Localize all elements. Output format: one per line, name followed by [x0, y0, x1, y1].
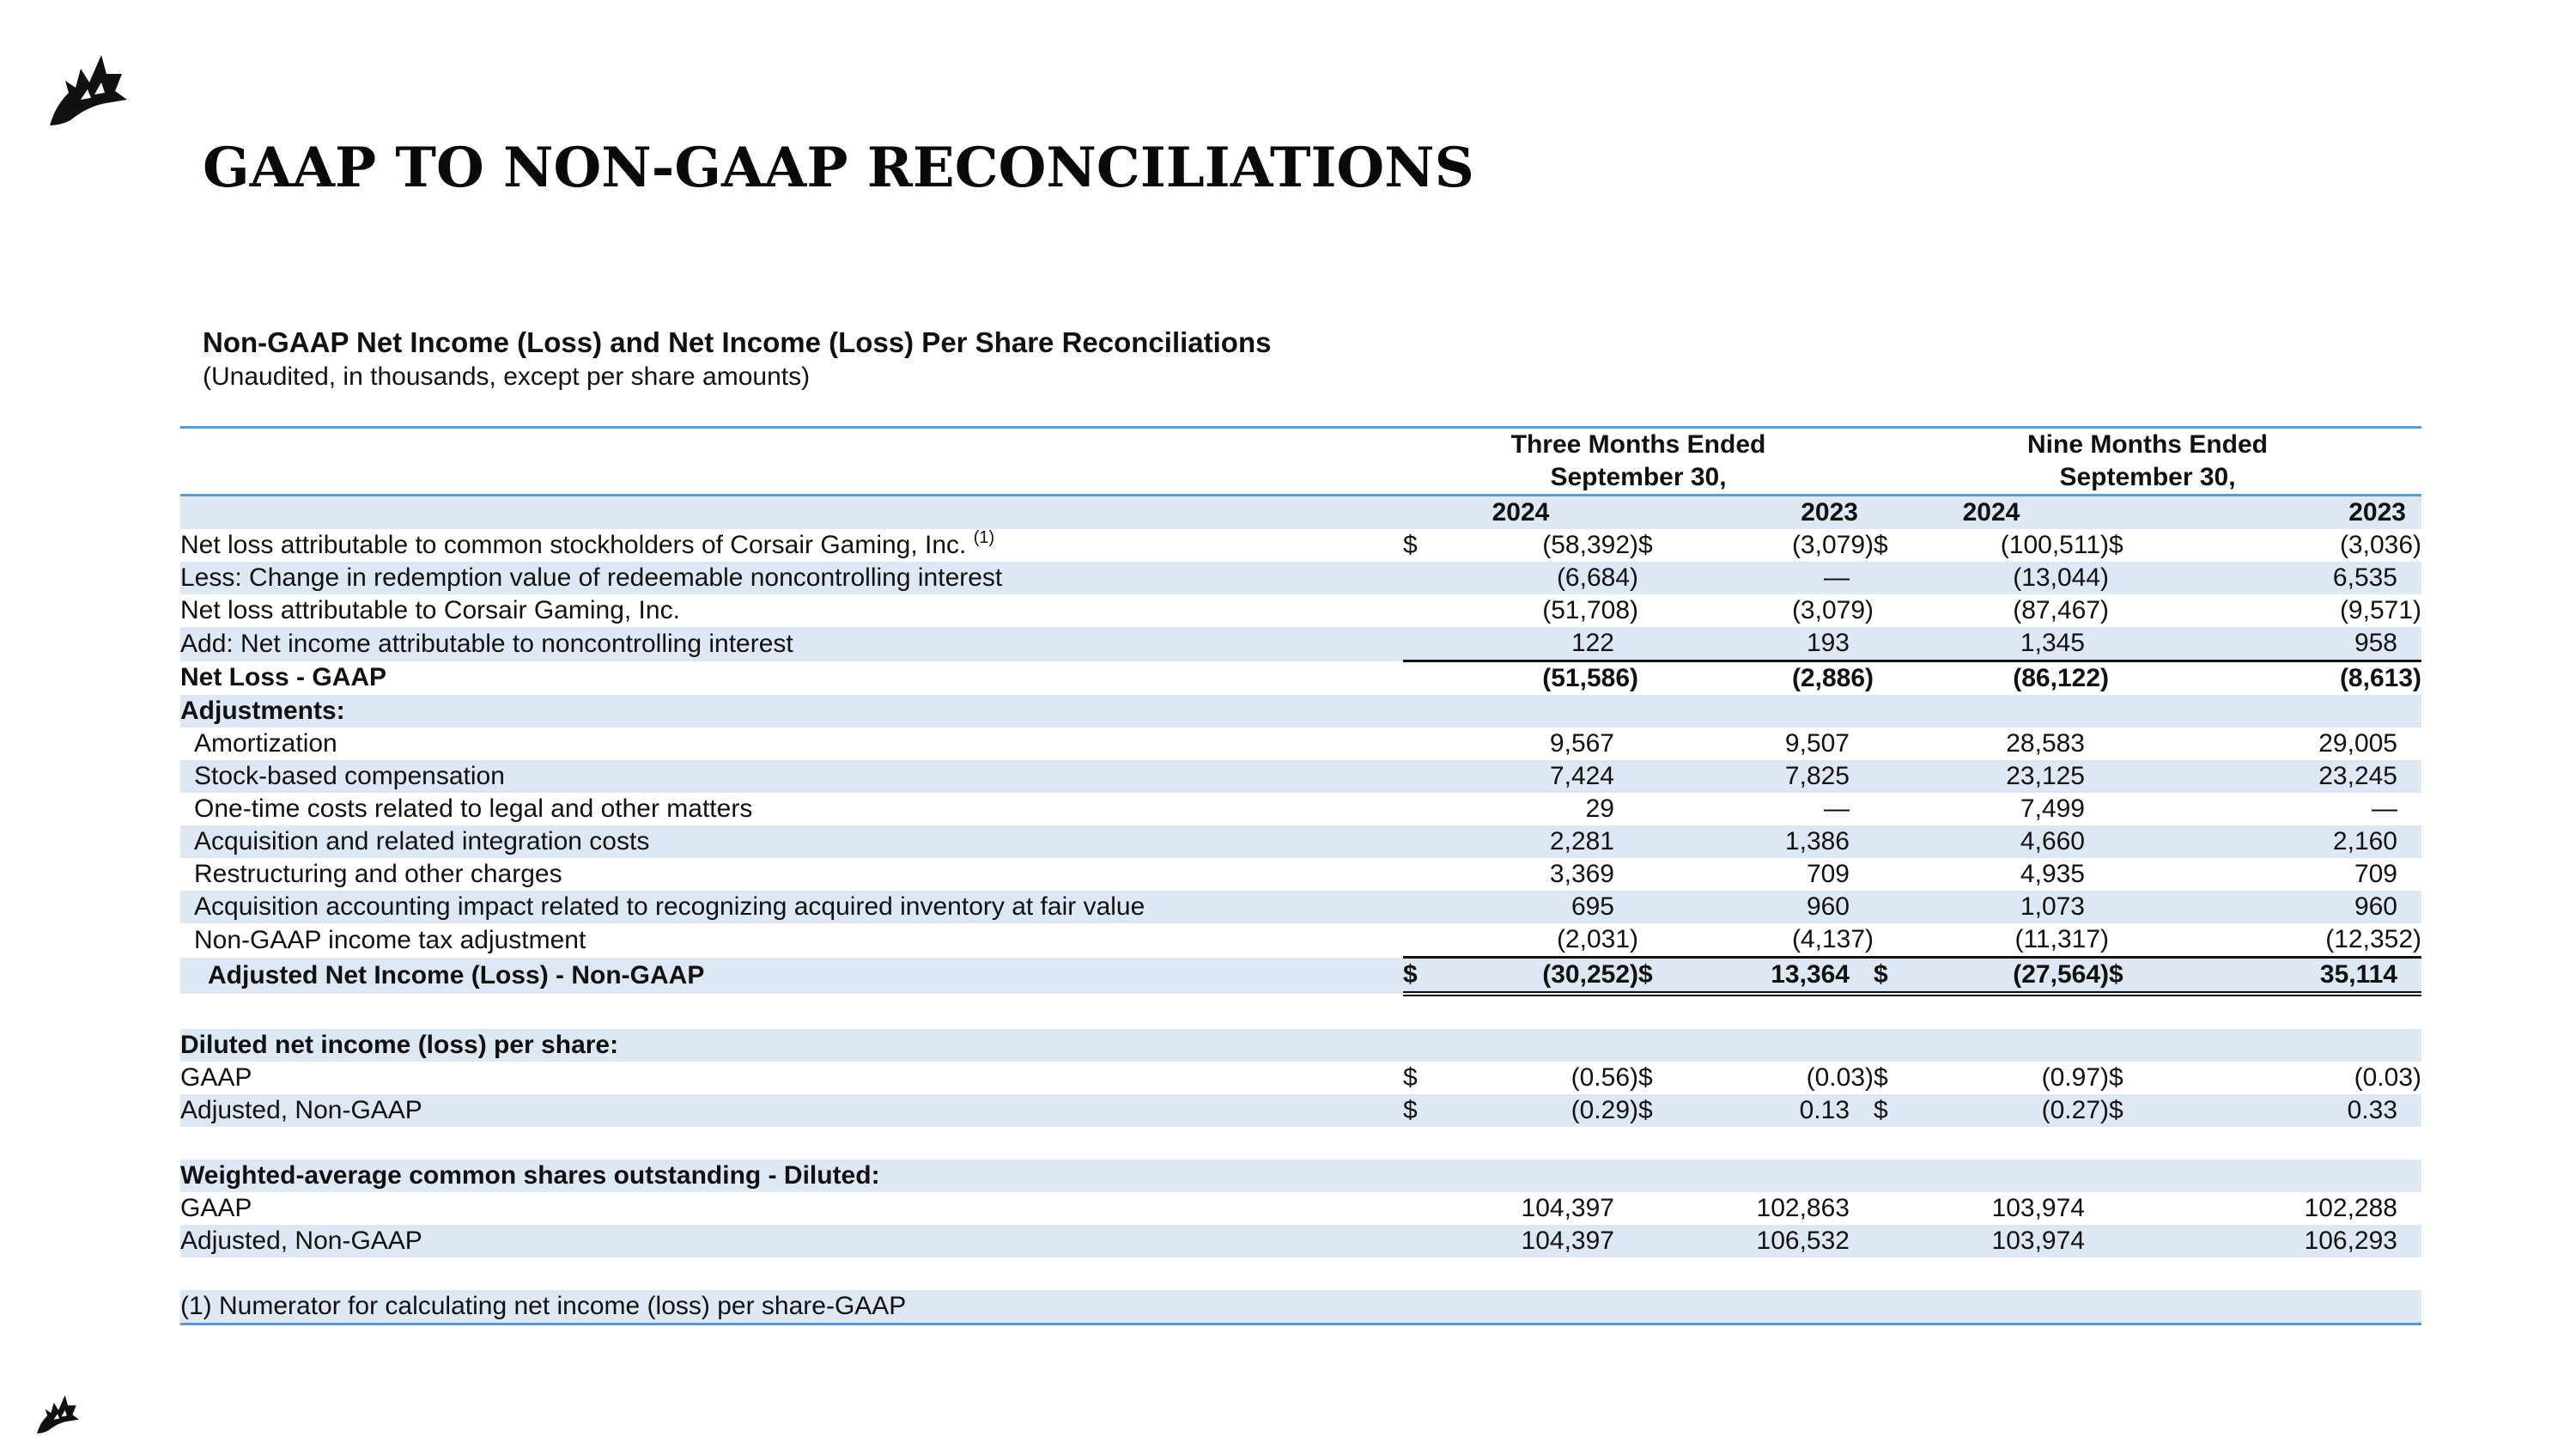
row-label: Add: Net income attributable to noncontrolling interest	[180, 627, 1403, 661]
cell-value: —	[1664, 562, 1874, 594]
cell-value: (0.29)	[1429, 1094, 1638, 1127]
cell-value: 960	[2135, 891, 2421, 923]
cell-value: 4,660	[1899, 825, 2109, 858]
currency-symbol: $	[1403, 531, 1418, 559]
cell-value: (4,137)	[1664, 923, 1874, 958]
cell-value: (11,317)	[1899, 923, 2109, 958]
unit-note: (Unaudited, in thousands, except per share amounts)	[203, 362, 811, 391]
cell-value: —	[1824, 795, 1850, 823]
table-row	[180, 760, 2421, 793]
cell-value: 13,364	[1664, 958, 1874, 995]
spacer-row	[180, 994, 2421, 1029]
cell-value: 103,974	[1899, 1225, 2109, 1257]
cell-value: 2,281	[1429, 825, 1638, 858]
year-header: 2024	[1874, 496, 2109, 530]
cell-value: (58,392)	[1542, 531, 1638, 559]
page-title: GAAP TO NON-GAAP RECONCILIATIONS	[203, 136, 1474, 200]
currency-symbol: $	[1638, 531, 1653, 559]
cell-value: 4,935	[2020, 860, 2085, 888]
row-label: Amortization	[194, 729, 337, 758]
cell-value: (0.03)	[2354, 1063, 2421, 1092]
cell-value: 23,245	[2135, 760, 2421, 793]
table-row	[180, 627, 2421, 661]
cell-value: (51,586)	[1542, 664, 1638, 692]
table-row	[180, 594, 2421, 627]
cell-value: 1,073	[1899, 891, 2109, 923]
cell-value: 2,160	[2135, 825, 2421, 858]
currency-symbol: $	[1403, 1094, 1429, 1127]
footnote: (1) Numerator for calculating net income (loss) per share-GAAP	[180, 1290, 2421, 1324]
row-label: Non-GAAP income tax adjustment	[194, 925, 586, 954]
row-label: Adjusted, Non-GAAP	[180, 1094, 1403, 1127]
row-label: Net Loss - GAAP	[180, 663, 387, 692]
row-label: One-time costs related to legal and other matters	[194, 795, 753, 823]
table-row	[180, 695, 2421, 728]
year-header: 2023	[2109, 496, 2421, 530]
section-label: Weighted-average common shares outstanding - Diluted:	[180, 1160, 1403, 1192]
row-label: GAAP	[180, 1194, 252, 1222]
table-row	[180, 728, 2421, 760]
table-row	[180, 858, 2421, 891]
currency-symbol: $	[1874, 1063, 1888, 1092]
table-row	[180, 1062, 2421, 1094]
cell-value: (87,467)	[2013, 596, 2109, 624]
currency-symbol: $	[1638, 958, 1664, 995]
row-label: Adjusted, Non-GAAP	[180, 1225, 1403, 1257]
table-row	[180, 562, 2421, 594]
table-row	[180, 1029, 2421, 1062]
cell-value: (9,571)	[2339, 596, 2421, 624]
cell-value: 7,825	[1664, 760, 1874, 793]
table-row	[180, 825, 2421, 858]
year-header-row	[180, 496, 2421, 530]
cell-value: (0.03)	[1806, 1063, 1874, 1092]
cell-value: (0.97)	[2041, 1063, 2109, 1092]
cell-value: 9,507	[1784, 729, 1850, 758]
section-label: Diluted net income (loss) per share:	[180, 1029, 1403, 1062]
cell-value: 104,397	[1521, 1194, 1614, 1222]
row-label: GAAP	[180, 1063, 252, 1092]
currency-symbol: $	[1638, 1094, 1664, 1127]
currency-symbol: $	[2109, 1063, 2123, 1092]
cell-value: 6,535	[2135, 562, 2421, 594]
section-label: Adjustments:	[180, 695, 1403, 728]
cell-value: (2,031)	[1429, 923, 1638, 958]
header-row-2	[180, 461, 2421, 496]
header-three-months-date: September 30,	[1403, 461, 1874, 496]
cell-value: 28,583	[2006, 729, 2085, 758]
year-header: 2024	[1403, 496, 1638, 530]
footnote-ref: (1)	[973, 528, 995, 547]
reconciliation-table	[180, 426, 2421, 1325]
header-three-months: Three Months Ended	[1403, 428, 1874, 462]
cell-value: 106,293	[2135, 1225, 2421, 1257]
table-row	[180, 1160, 2421, 1192]
table-subtitle: Non-GAAP Net Income (Loss) and Net Income (Loss) Per Share Reconciliations	[203, 326, 1272, 358]
cell-value: (3,079)	[1791, 596, 1874, 624]
spacer-row	[180, 1127, 2421, 1160]
cell-value: (13,044)	[1899, 562, 2109, 594]
cell-value: 1,386	[1664, 825, 1874, 858]
cell-value: 122	[1429, 627, 1638, 661]
table-row-total	[180, 958, 2421, 995]
cell-value: 103,974	[1991, 1194, 2085, 1222]
row-label: Less: Change in redemption value of redeemable noncontrolling interest	[180, 562, 1403, 594]
corsair-logo-small-icon	[34, 1391, 81, 1434]
currency-symbol: $	[1874, 958, 1899, 995]
cell-value: 9,567	[1549, 729, 1614, 758]
row-label: Restructuring and other charges	[194, 860, 562, 888]
year-header: 2023	[1638, 496, 1874, 530]
table-row	[180, 1094, 2421, 1127]
cell-value: (0.27)	[1899, 1094, 2109, 1127]
cell-value: 3,369	[1549, 860, 1614, 888]
cell-value: 1,345	[1899, 627, 2109, 661]
footnote-row	[180, 1290, 2421, 1324]
cell-value: 102,863	[1756, 1194, 1850, 1222]
header-nine-months: Nine Months Ended	[1874, 428, 2421, 462]
cell-value: (2,886)	[1791, 664, 1874, 692]
currency-symbol: $	[1874, 1094, 1899, 1127]
row-label: Acquisition accounting impact related to recognizing acquired inventory at fair value	[180, 891, 1403, 923]
table-row	[180, 793, 2421, 825]
table-row	[180, 529, 2421, 562]
cell-value: 29,005	[2318, 729, 2397, 758]
cell-value: (51,708)	[1542, 596, 1638, 624]
cell-value: 709	[2354, 860, 2397, 888]
cell-value: (27,564)	[1899, 958, 2109, 995]
cell-value: 709	[1806, 860, 1850, 888]
cell-value: (3,036)	[2339, 531, 2421, 559]
cell-value: 23,125	[1899, 760, 2109, 793]
cell-value: (12,352)	[2135, 923, 2421, 958]
currency-symbol: $	[1874, 531, 1888, 559]
cell-value: 106,532	[1664, 1225, 1874, 1257]
header-nine-months-date: September 30,	[1874, 461, 2421, 496]
cell-value: 104,397	[1429, 1225, 1638, 1257]
cell-value: 102,288	[2304, 1194, 2397, 1222]
row-label: Stock-based compensation	[180, 760, 1403, 793]
currency-symbol: $	[2109, 531, 2123, 559]
cell-value: (8,613)	[2339, 664, 2421, 692]
cell-value: 960	[1664, 891, 1874, 923]
currency-symbol: $	[2109, 958, 2135, 995]
cell-value: 35,114	[2135, 958, 2421, 995]
cell-value: 7,424	[1429, 760, 1638, 793]
table-row	[180, 923, 2421, 958]
cell-value: 695	[1429, 891, 1638, 923]
cell-value: (6,684)	[1429, 562, 1638, 594]
cell-value: 7,499	[2020, 795, 2085, 823]
cell-value: —	[2372, 795, 2397, 823]
cell-value: 193	[1664, 627, 1874, 661]
row-label: Adjusted Net Income (Loss) - Non-GAAP	[180, 958, 1403, 995]
cell-value: (30,252)	[1429, 958, 1638, 995]
cell-value: (86,122)	[2013, 664, 2109, 692]
currency-symbol: $	[1638, 1063, 1653, 1092]
spacer-row	[180, 1257, 2421, 1290]
header-row-1	[180, 428, 2421, 462]
table-row	[180, 891, 2421, 923]
row-label: Net loss attributable to common stockholders of Corsair Gaming, Inc. $^{(1)}$	[180, 528, 995, 559]
table-row	[180, 661, 2421, 696]
cell-value: 958	[2135, 627, 2421, 661]
row-label: Acquisition and related integration costs	[180, 825, 1403, 858]
currency-symbol: $	[1403, 1063, 1418, 1092]
cell-value: (0.56)	[1571, 1063, 1638, 1092]
table-row	[180, 1225, 2421, 1257]
corsair-logo-icon	[46, 48, 129, 127]
cell-value: 29	[1585, 795, 1614, 823]
table-row	[180, 1192, 2421, 1225]
cell-value: (3,079)	[1791, 531, 1874, 559]
cell-value: (100,511)	[2000, 531, 2109, 559]
currency-symbol: $	[2109, 1094, 2135, 1127]
row-label: Net loss attributable to Corsair Gaming, Inc.	[180, 596, 680, 624]
cell-value: 0.13	[1664, 1094, 1874, 1127]
currency-symbol: $	[1403, 958, 1429, 995]
cell-value: 0.33	[2135, 1094, 2421, 1127]
